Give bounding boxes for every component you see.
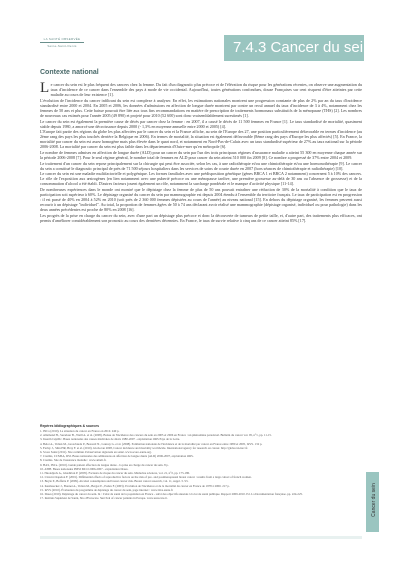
reference-item: 9. HAS, INCa. (2010). Guide patient affection de longue durée - la prise en charge du cancer du sein. 8 p. bbox=[40, 462, 169, 467]
reference-item: 13. Boyle P., Boffetta P. (2009). Alcohol consumption and breast cancer risk. Breast cancer research, vol. 11, suppl. 3. S3. bbox=[40, 479, 189, 484]
section-title: Contexte national bbox=[40, 69, 99, 76]
paragraph: Le cancer du sein est une maladie multifactorielle et polygénique. Les formes familiales avec une prédisposition génétique (gènes BRCA 1 et BRCA 2 notamment) concernent 5 à 10% des cancers. Le rôle de l'exposition aux œstrogènes (en lien notamment avec une puberté précoce ou une ménopause tardive, une première grossesse au-delà de 30 ans ou l'absence de grossesse) et de la consommation d'alcool a été établi. D'autres facteurs jouent également un rôle, notamment la surcharge pondérale et le manque d'activité physique [11-14]. bbox=[40, 171, 362, 187]
reference-item: 15. InVS (2010). Évaluation du programme de dépistage du cancer du sein, page internet : www.invs.sante.fr bbox=[40, 487, 173, 492]
reference-item: 6. Score Santé (2011). Site commun d'observation régionale en santé. www.score-sante.org. bbox=[40, 450, 152, 455]
side-tab bbox=[366, 472, 379, 532]
chapter-title: 7.4.3 Cancer du sein bbox=[233, 39, 372, 56]
paragraph: L'Europe fait partie des régions du globe les plus affectées par le cancer du sein et la France affiche, au sein de l'Europe des 27, une position particulièrement défavorable en termes d'incidence (au 2ème rang des pays les plus touchés derrière la Belgique en 2006). En termes de mortalité, la situation est également défavorable (8ème rang des pays d'Europe les plus affectés) [5]. En France, la mortalité par cancer du sein est assez homogène mais plus élevée dans le quart nord, et notamment en Nord-Pas-de-Calais avec un taux standardisé supérieur de 27% au taux national sur la période 2006-2008. La mortalité par cancer du sein est plus faible dans les départements d'Outre-mer qu'en métropole [6]. bbox=[40, 129, 362, 150]
reference-item: 7. Cnamts, CCMSA, RSI. Bases nationales des admissions en affection de longue durée (ALD) 2006-2007, exploitation ORS. bbox=[40, 454, 194, 459]
reference-item: 3. Inserm CépiDc. Bases nationales des causes médicales de décès 1980-2007 - exploitation ORS Pays de la Loire. bbox=[40, 437, 180, 442]
reference-item: 5. Ferlay J., Shin HR, Bray F. et al. (2010). Globocan 2008, Cancer incidence and mortality worldwide. International agency for research on cancer. http://globocan.iarc.fr. bbox=[40, 445, 249, 450]
reference-item: 14. Kesmaecker J., Bonnet A., Velten M., Bergot E., Eudes F. (2003). Evolution de l'incidence et de la mortalité du cancer en France de 1978 à 2000. 217 p. bbox=[40, 483, 230, 488]
paragraph: Le traitement d'un cancer du sein repose principalement sur la chirurgie qui peut être associée, selon les cas, à une radiothérapie et/ou une chimiothérapie et/ou une hormonothérapie [9]. Le cancer du sein a constitué le diagnostic principal de près de 71 500 séjours hospitaliers dans les services de soins de courte durée en 2007 (hors séances de chimiothérapie et radiothérapie) [10]. bbox=[40, 160, 362, 171]
reference-item: 4. Belot A., Velten M., Grosclaude P., Bossard N., Launoy G. et al. (2008). Estimation nationale de l'incidence et de la mortalité par cancer en France entre 1980 et 2005, InVS. 132 p. bbox=[40, 441, 263, 446]
reference-item: 1. INCa (2010). La situation du cancer en France en 2010. 240 p. bbox=[40, 429, 120, 433]
reference-item: 16. Drees (2010). Dépistage du cancer du sein. In : L'état de santé de la population en France - suivi des objectifs annexés à la loi de santé publique. Rapport 2009-2010. Ed. La Documentation française. pp. 224-225. bbox=[40, 492, 303, 497]
logo bbox=[40, 37, 84, 48]
dropcap: L bbox=[40, 80, 50, 96]
paragraph: Le nombre de femmes admises en affection de longue durée (ALD) pour un cancer du sein par l'un des trois principaux régimes d'assurance maladie a atteint 55 300 en moyenne chaque année sur la période 2006-2008 [7]. Pour le seul régime général, le nombre total de femmes en ALD pour cancer du sein atteint 510 000 fin 2009 [8]. Ce nombre a progressé de 37% entre 2004 et 2009. bbox=[40, 149, 362, 161]
references-title: Repères bibliographiques & sources bbox=[40, 424, 99, 428]
footer-band bbox=[40, 536, 362, 539]
reference-item: 10. ATIH. Bases nationales PMSI MCO 2006-2007 - exploitation Drees. bbox=[40, 466, 129, 471]
paragraph: Les progrès de la prise en charge du cancer du sein, avec d'une part un dépistage plus précoce et donc la découverte de tumeurs de petite taille, et, d'autre part, des traitements plus efficaces, ont permis d'améliorer considérablement son pronostic au cours des dernières décennies. En France, le taux de survie relative à cinq ans de ce cancer atteint 85% [17]. bbox=[40, 212, 362, 223]
paragraph: e cancer du sein est le plus fréquent des cancers chez la femme. Du fait d'un diagnostic plus précoce et de l'élévation du risque pour les générations récentes, on observe une augmentation du taux d'incidence de ce cancer dans l'ensemble des pays à mode de vie occidental. Aujourd'hui, toutes générations confondues, douze Françaises sur cent risquent d'être atteintes par cette maladie au cours de leur existence [1]. bbox=[50, 82, 362, 98]
paragraph: De nombreuses expériences dans le monde ont montré que le dépistage chez la femme de plus de 50 ans pouvait entraîner une réduction de 30% de la mortalité à condition que le taux de participation soit supérieur à 60%. Le dépistage organisé du cancer du sein par mammographie est depuis 2004 étendu à l'ensemble du territoire français. Le taux de participation est en progression : il est passé de 40% en 2004 à 52% en 2010 (soit près de 2 360 000 femmes dépistées au cours de l'année) au niveau national [15]. En dehors du dépistage organisé, les femmes peuvent aussi recourir à un dépistage "individuel". Au total, la proportion de femmes âgées de 50 à 74 ans déclarant avoir réalisé une mammographie (dépistage organisé, individuel ou pour pathologie) dans les deux années précédentes est proche de 80% en 2008 [16]. bbox=[40, 187, 362, 213]
reference-item: 11. Nkondjock A., Ghadirian P. (2005). Facteurs de risque du cancer du sein. Médecine sciences, vol. 21, n°2, pp. 175-180. bbox=[40, 471, 190, 476]
paragraph: Le cancer du sein est également la première cause de décès par cancer chez la femme : en 2007, il a causé le décès de 11 500 femmes en France [1]. Le taux standardisé de mortalité, quasiment stable depuis 1980, a amorcé une décroissance depuis 2000 (- 1,3% en moyenne annuelle entre 2000 et 2005) [4]. bbox=[40, 118, 362, 129]
reference-item: 17. Instituts Supérieur de Santé, Sito d'Eurocare. Survival of cancer patients in Europe. www.eurocare.it. bbox=[40, 496, 168, 501]
paragraph: L'évolution de l'incidence du cancer infiltrant du sein est complexe à analyser. En effet, les estimations nationales montrent une progression constante de plus de 2% par an du taux d'incidence standardisé entre 2000 et 2004. En 2005 et 2006, les données d'admissions en affection de longue durée montrent par contre un recul annuel du taux d'incidence de 3 à 4%, notamment chez les femmes de 50 ans et plus. Cette baisse pourrait être liée aux tous fins recommandations en matière de prescription de traitements hormonaux substitutifs de la ménopause (THS) [2]. Les nombres de nouveaux cas estimés pour l'année 2005 (49 890) et projeté pour 2010 (52 600) sont donc vraisemblablement surestimés [1]. bbox=[40, 97, 362, 118]
section-body bbox=[40, 82, 362, 223]
side-tab-label: Cancer du sein bbox=[371, 483, 377, 517]
reference-item: 2. Allemand H., Seradour B., Weill A. et al. (2008). Baisse de l'incidence des cancers du sein en 2005 et 2006 en France : un phénomène paradoxal. Bulletin du cancer vol. 95, n°1, pp. 11-15. bbox=[40, 433, 272, 438]
references-list bbox=[40, 429, 362, 500]
logo-line-1: LA SANTÉ OBSERVÉE bbox=[40, 37, 84, 43]
main-content bbox=[40, 68, 362, 224]
reference-item: 8. Cnamts. Site de l'assurance maladie : www.ameli.fr. bbox=[40, 458, 107, 463]
references bbox=[40, 424, 362, 500]
logo-line-2: Seine-Saint-Denis bbox=[47, 44, 77, 48]
reference-item: 12. Clavel-Chapelon F. (2001). Différential effects of reproductive factors on the risk of pre- and postmenopausal breast cancer : results from a large cohort of french women. bbox=[40, 475, 252, 480]
